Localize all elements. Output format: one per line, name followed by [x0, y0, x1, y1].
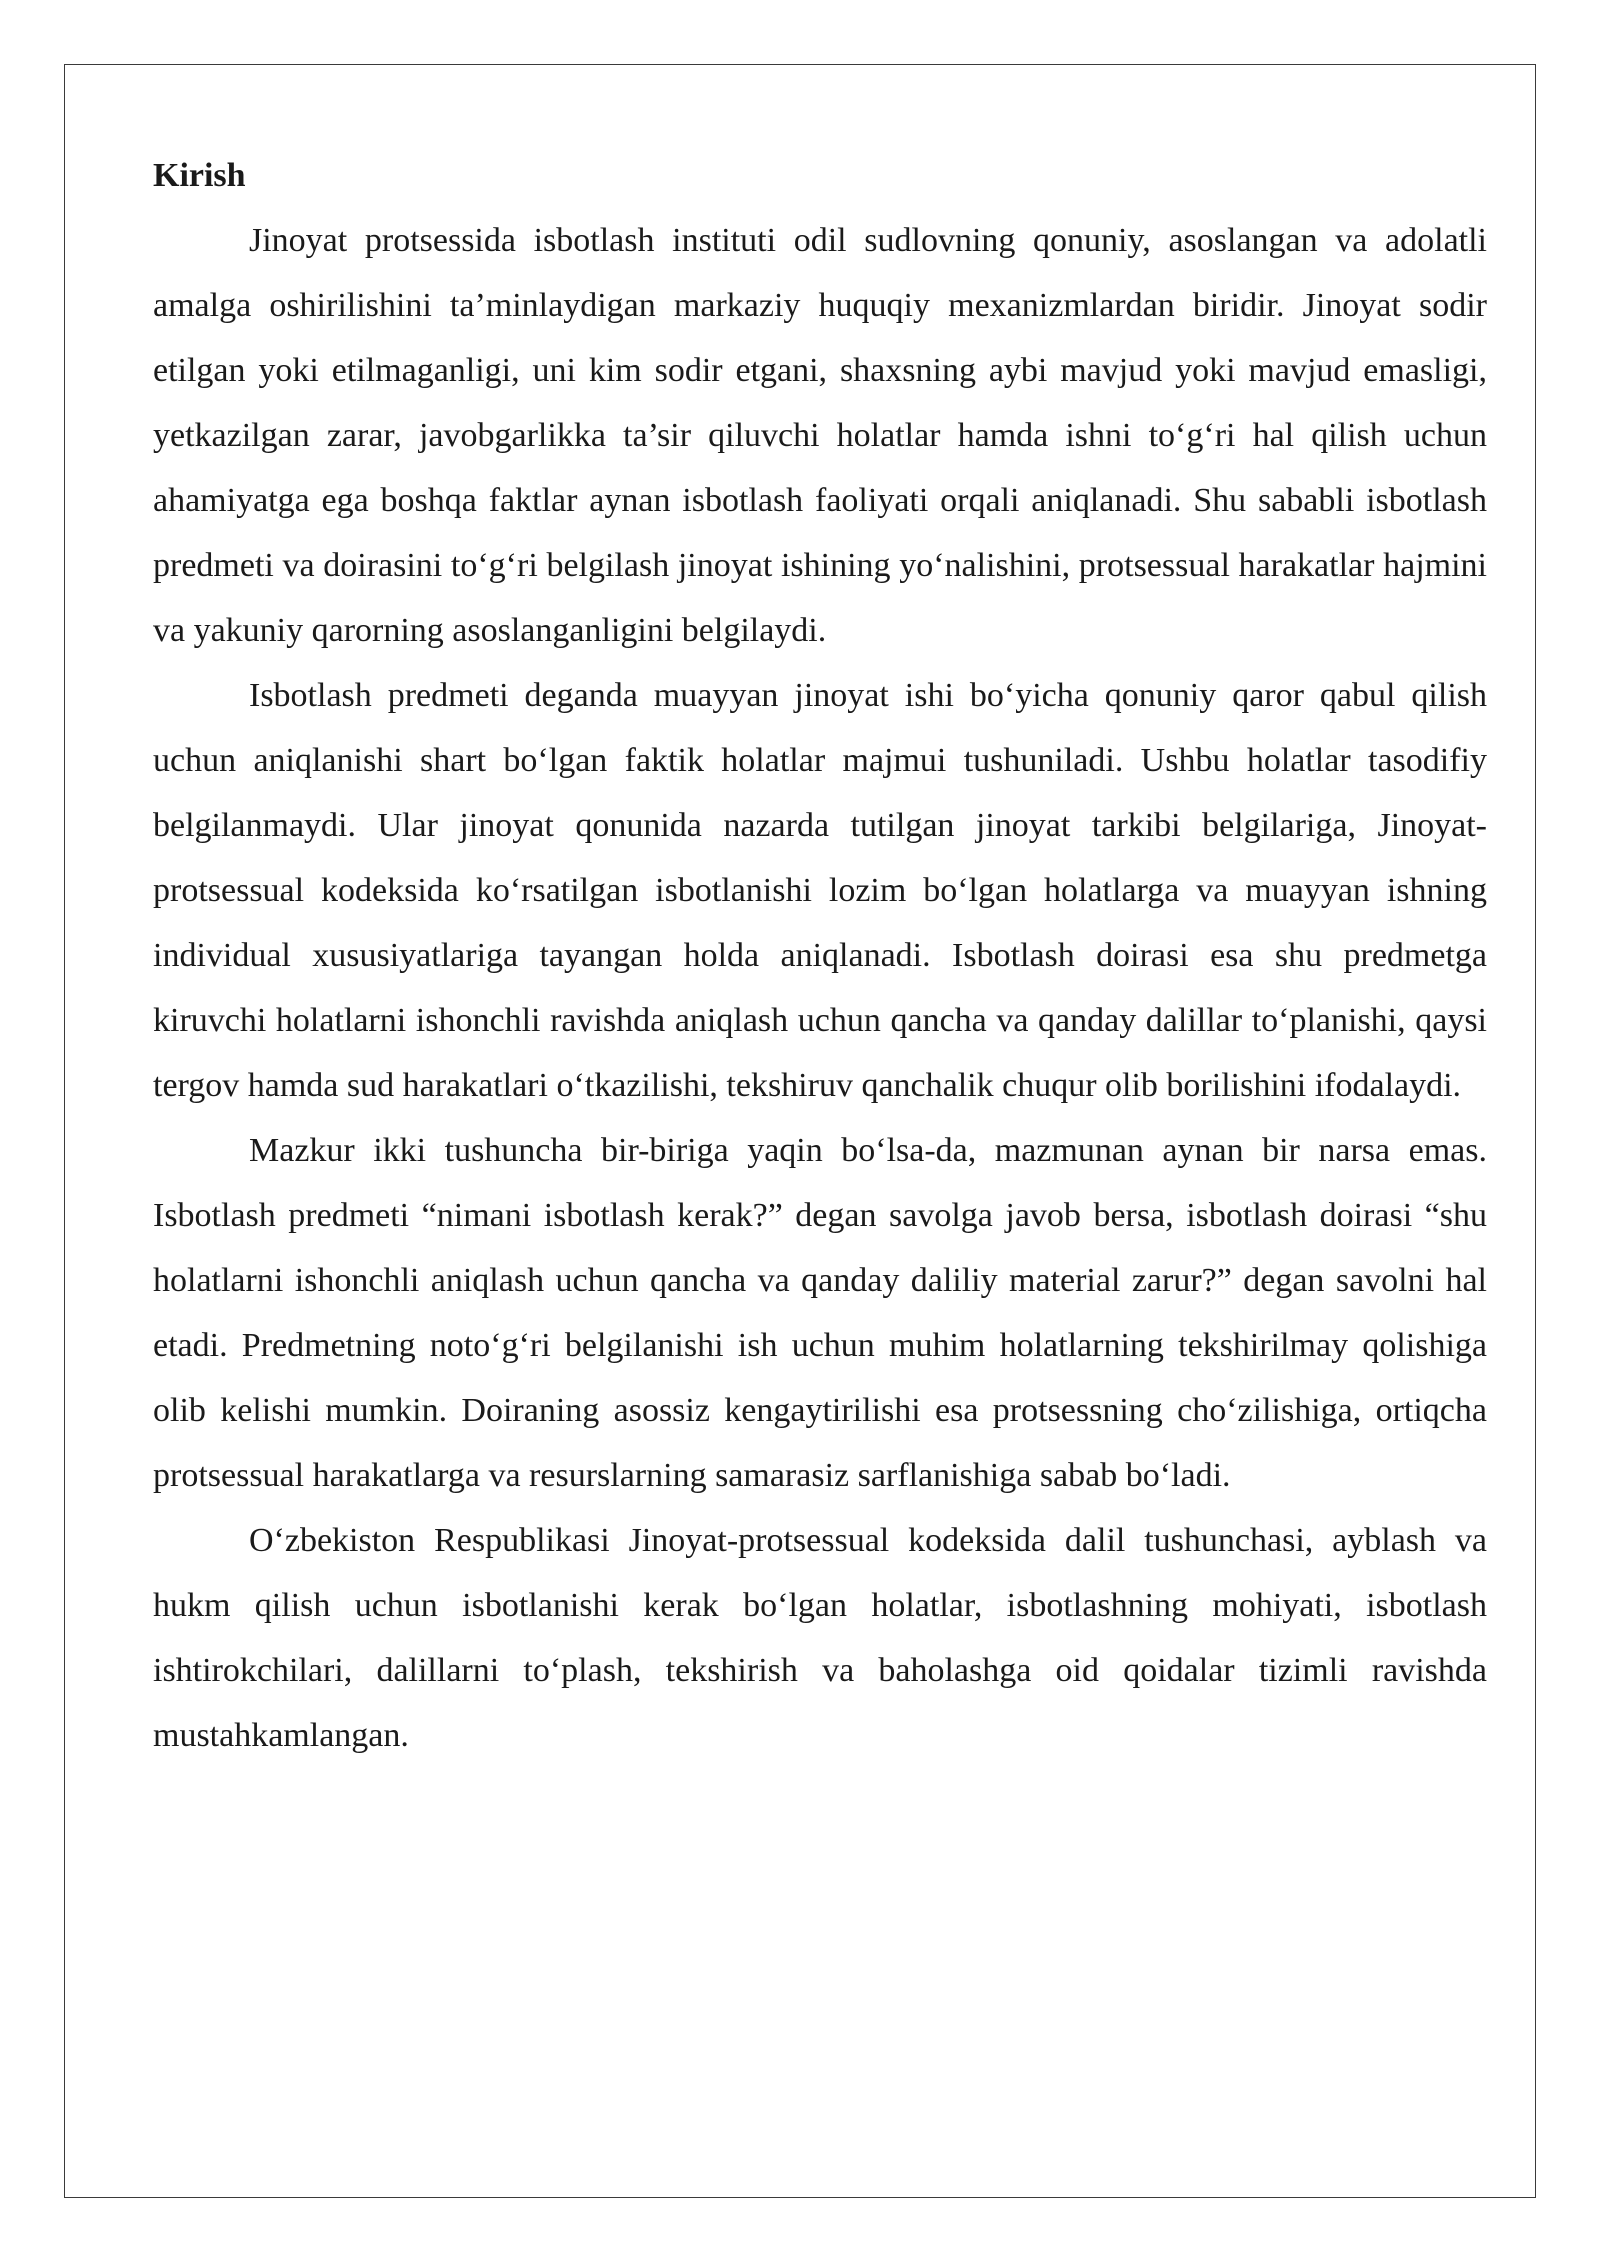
paragraph-1: Jinoyat protsessida isbotlash instituti odil sudlovning qonuniy, asoslangan va adolatli amalga oshirilishini ta’minlaydigan markaziy huquqiy mexanizmlardan biridir. Jinoyat sodir etilgan yoki etilmaganligi, uni kim sodir etgani, shaxsning aybi mavjud yoki mavjud emasligi, yetkazilgan zarar, javobgarlikka ta’sir qiluvchi holatlar hamda ishni toʻgʻri hal qilish uchun ahamiyatga ega boshqa faktlar aynan isbotlash faoliyati orqali aniqlanadi. Shu sababli isbotlash predmeti va doirasini toʻgʻri belgilash jinoyat ishining yoʻnalishini, protsessual harakatlar hajmini va yakuniy qarorning asoslanganligini belgilaydi.: [153, 222, 1487, 649]
paragraph-4: Oʻzbekiston Respublikasi Jinoyat-protsessual kodeksida dalil tushunchasi, ayblash va hukm qilish uchun isbotlanishi kerak boʻlgan holatlar, isbotlashning mohiyati, isbotlash ishtirokchilari, dalillarni toʻplash, tekshirish va baholashga oid qoidalar tizimli ravishda mustahkamlangan.: [153, 1522, 1487, 1754]
section-heading: Kirish: [153, 157, 246, 194]
document-body: [153, 143, 1487, 1768]
paragraph-3: Mazkur ikki tushuncha bir-biriga yaqin boʻlsa-da, mazmunan aynan bir narsa emas. Isbotlash predmeti “nimani isbotlash kerak?” degan savolga javob bersa, isbotlash doirasi “shu holatlarni ishonchli aniqlash uchun qancha va qanday daliliy material zarur?” degan savolni hal etadi. Predmetning notoʻgʻri belgilanishi ish uchun muhim holatlarning tekshirilmay qolishiga olib kelishi mumkin. Doiraning asossiz kengaytirilishi esa protsessning choʻzilishiga, ortiqcha protsessual harakatlarga va resurslarning samarasiz sarflanishiga sabab boʻladi.: [153, 1132, 1487, 1494]
paragraph-2: Isbotlash predmeti deganda muayyan jinoyat ishi boʻyicha qonuniy qaror qabul qilish uchun aniqlanishi shart boʻlgan faktik holatlar majmui tushuniladi. Ushbu holatlar tasodifiy belgilanmaydi. Ular jinoyat qonunida nazarda tutilgan jinoyat tarkibi belgilariga, Jinoyat-protsessual kodeksida koʻrsatilgan isbotlanishi lozim boʻlgan holatlarga va muayyan ishning individual xususiyatlariga tayangan holda aniqlanadi. Isbotlash doirasi esa shu predmetga kiruvchi holatlarni ishonchli ravishda aniqlash uchun qancha va qanday dalillar toʻplanishi, qaysi tergov hamda sud harakatlari oʻtkazilishi, tekshiruv qanchalik chuqur olib borilishini ifodalaydi.: [153, 677, 1487, 1104]
